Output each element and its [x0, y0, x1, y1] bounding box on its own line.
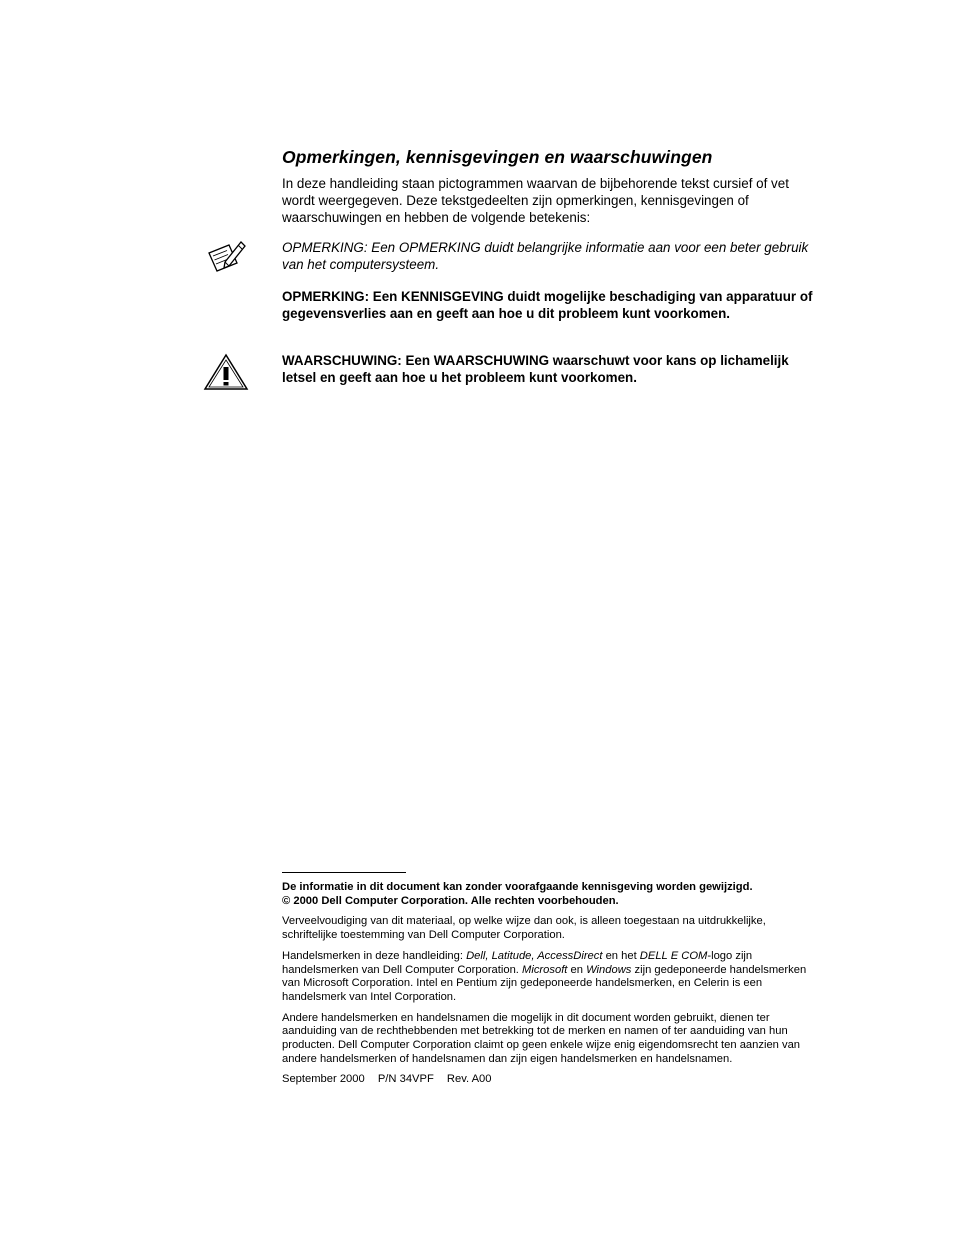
intro-paragraph: In deze handleiding staan pictogrammen waarvan de bijbehorende tekst cursief of vet wordt weergegeven. Deze tekstgedeelten zijn opmerkingen, kennisgevingen of waarschuwingen en hebben de volgende betekenis: — [282, 176, 789, 225]
revision: Rev. A00 — [446, 1073, 492, 1086]
warning-text: WAARSCHUWING: Een WAARSCHUWING waarschuwt voor kans op lichamelijk letsel en geeft aan hoe u het probleem kunt voorkomen. — [282, 353, 789, 385]
note-text: OPMERKING: Een OPMERKING duidt belangrijke informatie aan voor een beter gebruik van het computersysteem. — [282, 240, 809, 272]
disclaimer-line-1: De informatie in dit document kan zonder voorafgaande kennisgeving worden gewijzigd. — [282, 881, 753, 893]
copyright-line: © 2000 Dell Computer Corporation. Alle rechten voorbehouden. — [282, 894, 619, 907]
other-trademarks-paragraph: Andere handelsmerken en handelsnamen die mogelijk in dit document worden gebruikt, dienen ter aanduiding van de rechthebbenden met betrekking tot de merken en namen of ter aanduiding van hun producten. Dell Computer Corporation claimt op geen enkele wijze enig eigendomsrecht ten aanzien van andere handelsmerken of handelsnamen dan zijn eigen handelsmerken en handelsnamen. — [282, 1011, 801, 1065]
publication-date: September 2000 — [282, 1073, 365, 1086]
note-pencil-icon — [207, 239, 247, 279]
trademarks-paragraph: Handelsmerken in deze handleiding: Dell, Latitude, AccessDirect en het DELL E COM-logo zijn handelsmerken van Dell Computer Corporation. Microsoft en Windows zijn gedeponeerde handelsmerken van Microsoft Corporation. Intel en Pentium zijn gedeponeerde handelsmerken, en Celerin is een handelsmerk van Intel Corporation. — [282, 949, 807, 1003]
disclaimer — [282, 881, 814, 908]
footnote-divider — [282, 872, 406, 873]
warning-triangle-icon — [203, 353, 249, 391]
notice-text: OPMERKING: Een KENNISGEVING duidt mogelijke beschadiging van apparatuur of gegevensverlies aan en geeft aan hoe u dit probleem kunt voorkomen. — [282, 289, 813, 321]
reproduction-notice: Verveelvoudiging van dit materiaal, op welke wijze dan ook, is alleen toegestaan na uitdrukkelijke, schriftelijke toestemming van Dell Computer Corporation. — [282, 915, 766, 942]
footer-legal — [282, 881, 814, 1094]
page-title: Opmerkingen, kennisgevingen en waarschuwingen — [282, 147, 713, 167]
revision-line — [282, 1073, 814, 1087]
part-number: P/N 34VPF — [377, 1073, 434, 1086]
